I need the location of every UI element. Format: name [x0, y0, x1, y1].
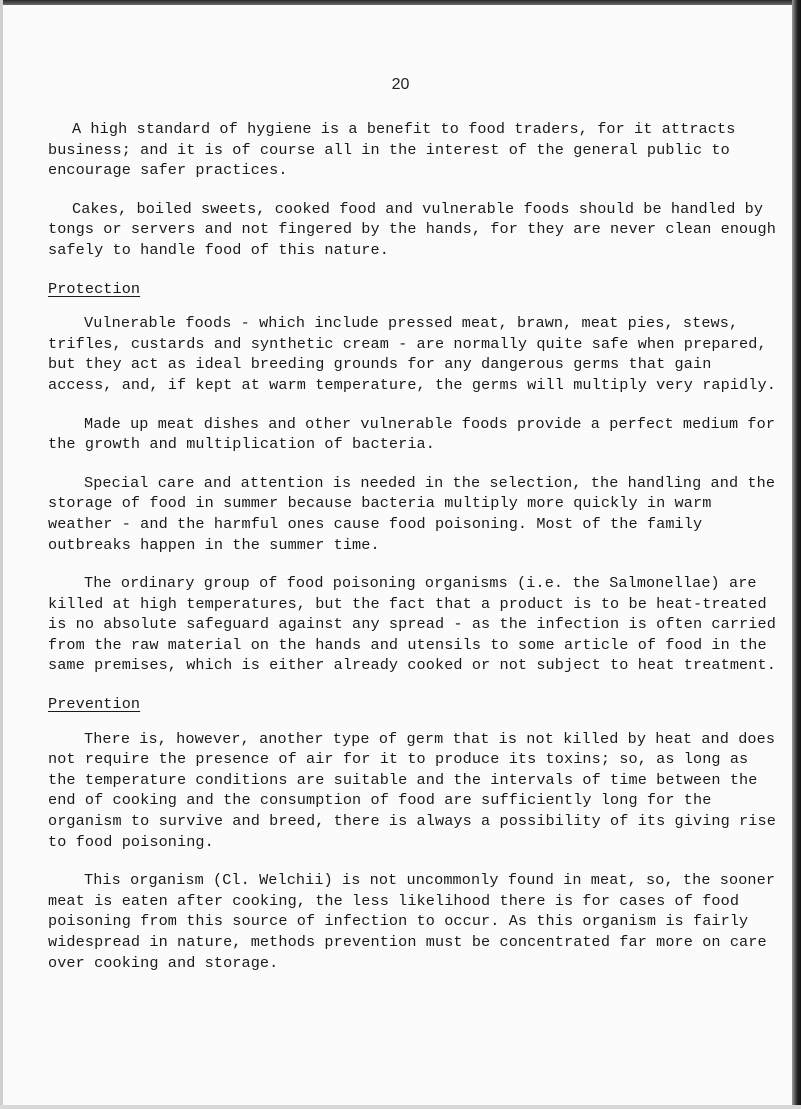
intro-paragraph-2: Cakes, boiled sweets, cooked food and vulnerable foods should be handled by tongs or servers and not fingered by the hands, for they are never clean enough safely to handle food of this nature. — [48, 199, 776, 259]
scan-edge-left — [0, 0, 3, 1109]
intro-paragraph-1: A high standard of hygiene is a benefit to food traders, for it attracts business; and it is of course all in the interest of the general public to encourage safer practices. — [48, 120, 736, 180]
protection-paragraph-2: Made up meat dishes and other vulnerable foods provide a perfect medium for the growth and multiplication of bacteria. — [48, 414, 776, 454]
body-text — [48, 119, 778, 991]
section-heading-prevention: Prevention — [48, 695, 141, 714]
section-heading-protection: Protection — [48, 279, 141, 298]
page-number: 20 — [391, 76, 410, 93]
prevention-paragraph-2: This organism (Cl. Welchii) is not uncommonly found in meat, so, the sooner meat is eaten after cooking, the less likelihood there is for cases of food poisoning from this source of infection to occur. As this organism is fairly widespread in nature, methods prevention must be concentrated far more on care over cooking and storage. — [48, 871, 776, 972]
protection-paragraph-1: Vulnerable foods - which include pressed meat, brawn, meat pies, stews, trifles, custards and synthetic cream - are normally quite safe when prepared, but they act as ideal breeding grounds for any dangerous germs that gain access, and, if kept at warm temperature, the germs will multiply very rapidly. — [48, 314, 776, 394]
scan-edge-bottom — [0, 1105, 801, 1109]
prevention-paragraph-1: There is, however, another type of germ that is not killed by heat and does not require the presence of air for it to produce its toxins; so, as long as the temperature conditions are suitable and the intervals of time between the end of cooking and the consumption of food are sufficiently long for the organism to survive and breed, there is always a possibility of its giving rise to food poisoning. — [48, 729, 776, 851]
protection-paragraph-4: The ordinary group of food poisoning organisms (i.e. the Salmonellae) are killed at high temperatures, but the fact that a product is to be heat-treated is no absolute safeguard against any spread - as the infection is often carried from the raw material on the hands and utensils to some article of food in the same premises, which is either already cooked or not subject to heat treatment. — [48, 574, 776, 675]
protection-paragraph-3: Special care and attention is needed in the selection, the handling and the storage of food in summer because bacteria multiply more quickly in warm weather - and the harmful ones cause food poisoning. Most of the family outbreaks happen in the summer time. — [48, 473, 776, 554]
scan-edge-top — [0, 0, 801, 5]
scan-edge-right — [792, 0, 801, 1109]
